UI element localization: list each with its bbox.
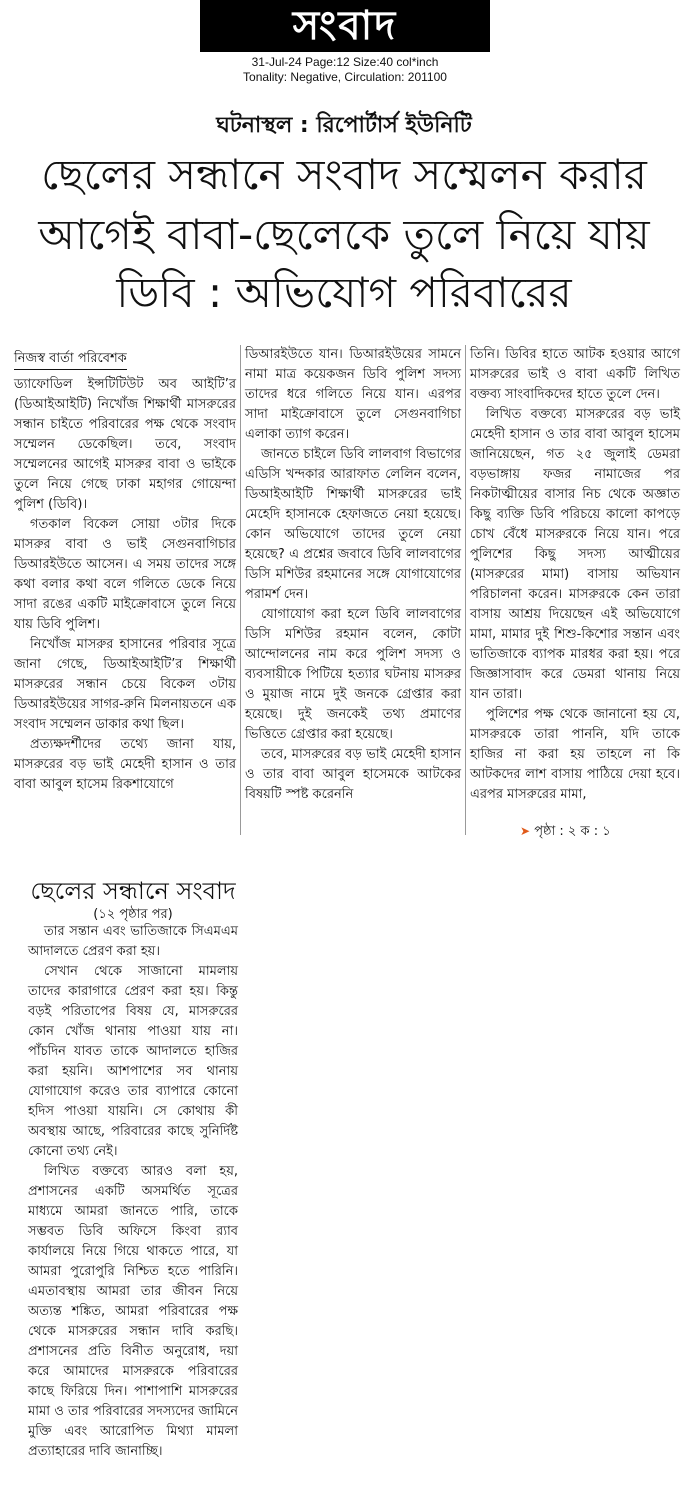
paragraph: ডিআরইউতে যান। ডিআরইউয়ের সামনে নামা মাত্র কয়েকজন ডিবি পুলিশ সদস্য তাদের ধরে গলিতে নিয়ে যান। এরপর সাদা মাইক্রোবাসে তুলে সেগুনবাগিচা এলাকা ত্যাগ করেন।	[245, 347, 461, 442]
paragraph: তবে, মাসরুরের বড় ভাই মেহেদী হাসান ও তার বাবা আবুল হাসেমকে আটকের বিষয়টি স্পষ্ট করেননি	[245, 747, 461, 802]
paragraph: যোগাযোগ করা হলে ডিবি লালবাগের ডিসি মশিউর রহমান বলেন, কোটা আন্দোলনের নাম করে পুলিশ সদস্য ও ব্যবসায়ীকে পিটিয়ে হত্যার ঘটনায় মাসরুর ও মুয়াজ নামে দুই জনকে গ্রেপ্তার করা হয়েছে। দুই জনকেই তথ্য প্রমাণের ভিত্তিতে গ্রেপ্তার করা হয়েছে।	[245, 607, 461, 742]
clipping-meta-line-2: Tonality: Negative, Circulation: 201100	[243, 70, 447, 84]
continuation-subtitle: (১২ পৃষ্ঠার পর)	[93, 907, 173, 922]
paragraph: প্রত্যক্ষদর্শীদের তথ্যে জানা যায়, মাসরুরের বড় ভাই মেহেদী হাসান ও তার বাবা আবুল হাসেম রিকশাযোগে	[14, 737, 236, 792]
paragraph: তিনি। ডিবির হাতে আটক হওয়ার আগে মাসরুরের ভাই ও বাবা একটি লিখিত বক্তব্য সাংবাদিকদের হাতে তুলে দেন।	[470, 347, 680, 402]
masthead-name: সংবাদ	[292, 3, 398, 49]
headline-line-1: ছেলের সন্ধানে সংবাদ সম্মেলন করার	[41, 150, 647, 199]
column-divider	[465, 345, 466, 835]
article-column-3	[470, 345, 680, 805]
byline: নিজস্ব বার্তা পরিবেশক	[14, 350, 127, 370]
arrow-icon: ➤	[520, 824, 531, 838]
paragraph: লিখিত বক্তব্যে আরও বলা হয়, প্রশাসনের একটি অসমর্থিত সূত্রের মাধ্যমে আমরা জানতে পারি, তাকে সম্ভবত ডিবি অফিসে কিংবা র‍্যাব কার্যালয়ে নিয়ে গিয়ে থাকতে পারে, যা আমরা পুরোপুরি নিশ্চিত হতে পারিনি। এমতাবস্থায় আমরা তার জীবন নিয়ে অত্যন্ত শঙ্কিত, আমরা পরিবারের পক্ষ থেকে মাসরুরের সন্ধান দাবি করছি। প্রশাসনের প্রতি বিনীত অনুরোধ, দয়া করে আমাদের মাসরুরকে পরিবারের কাছে ফিরিয়ে দিন। পাশাপাশি মাসরুরের মামা ও তার পরিবারের সদস্যদের জামিনে মুক্তি এবং আরোপিত মিথ্যা মামলা প্রত্যাহারের দাবি জানাচ্ছি।	[28, 1164, 238, 1459]
paragraph: জানতে চাইলে ডিবি লালবাগ বিভাগের এডিসি খন্দকার আরাফাত লেলিন বলেন, ডিআইআইটি শিক্ষার্থী মাসরুরের ভাই মেহেদি হাসানকে হেফাজতে নেয়া হয়েছে। কোন অভিযোগে তাদের তুলে নেয়া হয়েছে? এ প্রশ্নের জবাবে ডিবি লালবাগের ডিসি মশিউর রহমানের সঙ্গে যোগাযোগের পরামর্শ দেন।	[245, 447, 461, 602]
paragraph: পুলিশের পক্ষ থেকে জানানো হয় যে, মাসরুরকে তারা পাননি, যদি তাকে হাজির না করা হয় তাহলে না কি আটকদের লাশ বাসায় পাঠিয়ে দেয়া হবে। এরপর মাসরুরের মামা,	[470, 707, 680, 802]
paragraph: সেখান থেকে সাজানো মামলায় তাদের কারাগারে প্রেরণ করা হয়। কিন্তু বড়ই পরিতাপের বিষয় যে, মাসরুরের কোন খোঁজ থানায় পাওয়া যায় না। পাঁচদিন যাবত তাকে আদালতে হাজির করা হয়নি। আশপাশের সব থানায় যোগাযোগ করেও তার ব্যাপারে কোনো হদিস পাওয়া যায়নি। সে কোথায় কী অবস্থায় আছে, পরিবারের কাছে সুনির্দিষ্ট কোনো তথ্য নেই।	[28, 964, 238, 1159]
clipping-meta-line-1: 31-Jul-24 Page:12 Size:40 col*inch	[251, 55, 439, 69]
article-kicker: ঘটনাস্থল : রিপোর্টার্স ইউনিটি	[216, 113, 472, 138]
continuation-column	[28, 922, 238, 1462]
paragraph: লিখিত বক্তব্যে মাসরুরের বড় ভাই মেহেদী হাসান ও তার বাবা আবুল হাসেম জানিয়েছেন, গত ২৫ জুলাই ডেমরা বড়ভাঙ্গায় ফজর নামাজের পর নিকটাত্মীয়ের বাসার নিচ থেকে অজ্ঞাত কিছু ব্যক্তি ডিবি পরিচয়ে কালো কাপড়ে চোখ বেঁধে মাসরুরকে নিয়ে যান। পরে পুলিশের কিছু সদস্য আত্মীয়ের (মাসরুরের মামা) বাসায় অভিযান পরিচালনা করেন। মাসরুরকে কেন তারা বাসায় আশ্রয় দিয়েছেন এই অভিযোগে মামা, মামার দুই শিশু-কিশোর সন্তান এবং ভাতিজাকে ব্যাপক মারধর করা হয়। পরে জিজ্ঞাসাবাদ করে ডেমরা থানায় নিয়ে যান তারা।	[470, 407, 680, 702]
continuation-title: ছেলের সন্ধানে সংবাদ	[30, 877, 236, 905]
headline-line-3: ডিবি : অভিযোগ পরিবারের	[116, 268, 572, 317]
paragraph: নিখোঁজ মাসরুর হাসানের পরিবার সূত্রে জানা গেছে, ডিআইআইটি’র শিক্ষার্থী মাসরুরের সন্ধান চেয়ে বিকেল ৩টায় ডিআরইউয়ের সাগর-রুনি মিলনায়তনে এক সংবাদ সম্মেলন ডাকার কথা ছিল।	[14, 637, 236, 732]
article-column-1	[14, 375, 236, 795]
headline-line-2: আগেই বাবা-ছেলেকে তুলে নিয়ে যায়	[38, 210, 650, 259]
column-divider	[240, 345, 241, 835]
paragraph: তার সন্তান এবং ভাতিজাকে সিএমএম আদালতে প্রেরণ করা হয়।	[28, 924, 238, 959]
page-jump-reference	[520, 822, 611, 841]
article-column-2	[245, 345, 461, 805]
paragraph: ড্যাফোডিল ইন্সটিটিউট অব আইটি’র (ডিআইআইটি) নিখোঁজ শিক্ষার্থী মাসরুরের সন্ধান চাইতে পরিবারের পক্ষ থেকে সংবাদ সম্মেলন ডেকেছিল। তবে, সংবাদ সম্মেলনের আগেই মাসরুর বাবা ও ভাইকে তুলে নিয়ে গেছে ঢাকা মহাগর গোয়েন্দা পুলিশ (ডিবি)।	[14, 377, 236, 512]
jump-text: পৃষ্ঠা : ২ ক : ১	[534, 824, 611, 839]
paragraph: গতকাল বিকেল সোয়া ৩টার দিকে মাসরুর বাবা ও ভাই সেগুনবাগিচার ডিআরইউতে আসেন। এ সময় তাদের সঙ্গে কথা বলার কথা বলে গলিতে ডেকে নিয়ে সাদা রঙের একটি মাইক্রোবাসে তুলে নিয়ে যায় ডিবি পুলিশ।	[14, 517, 236, 632]
masthead-logo	[200, 0, 490, 52]
